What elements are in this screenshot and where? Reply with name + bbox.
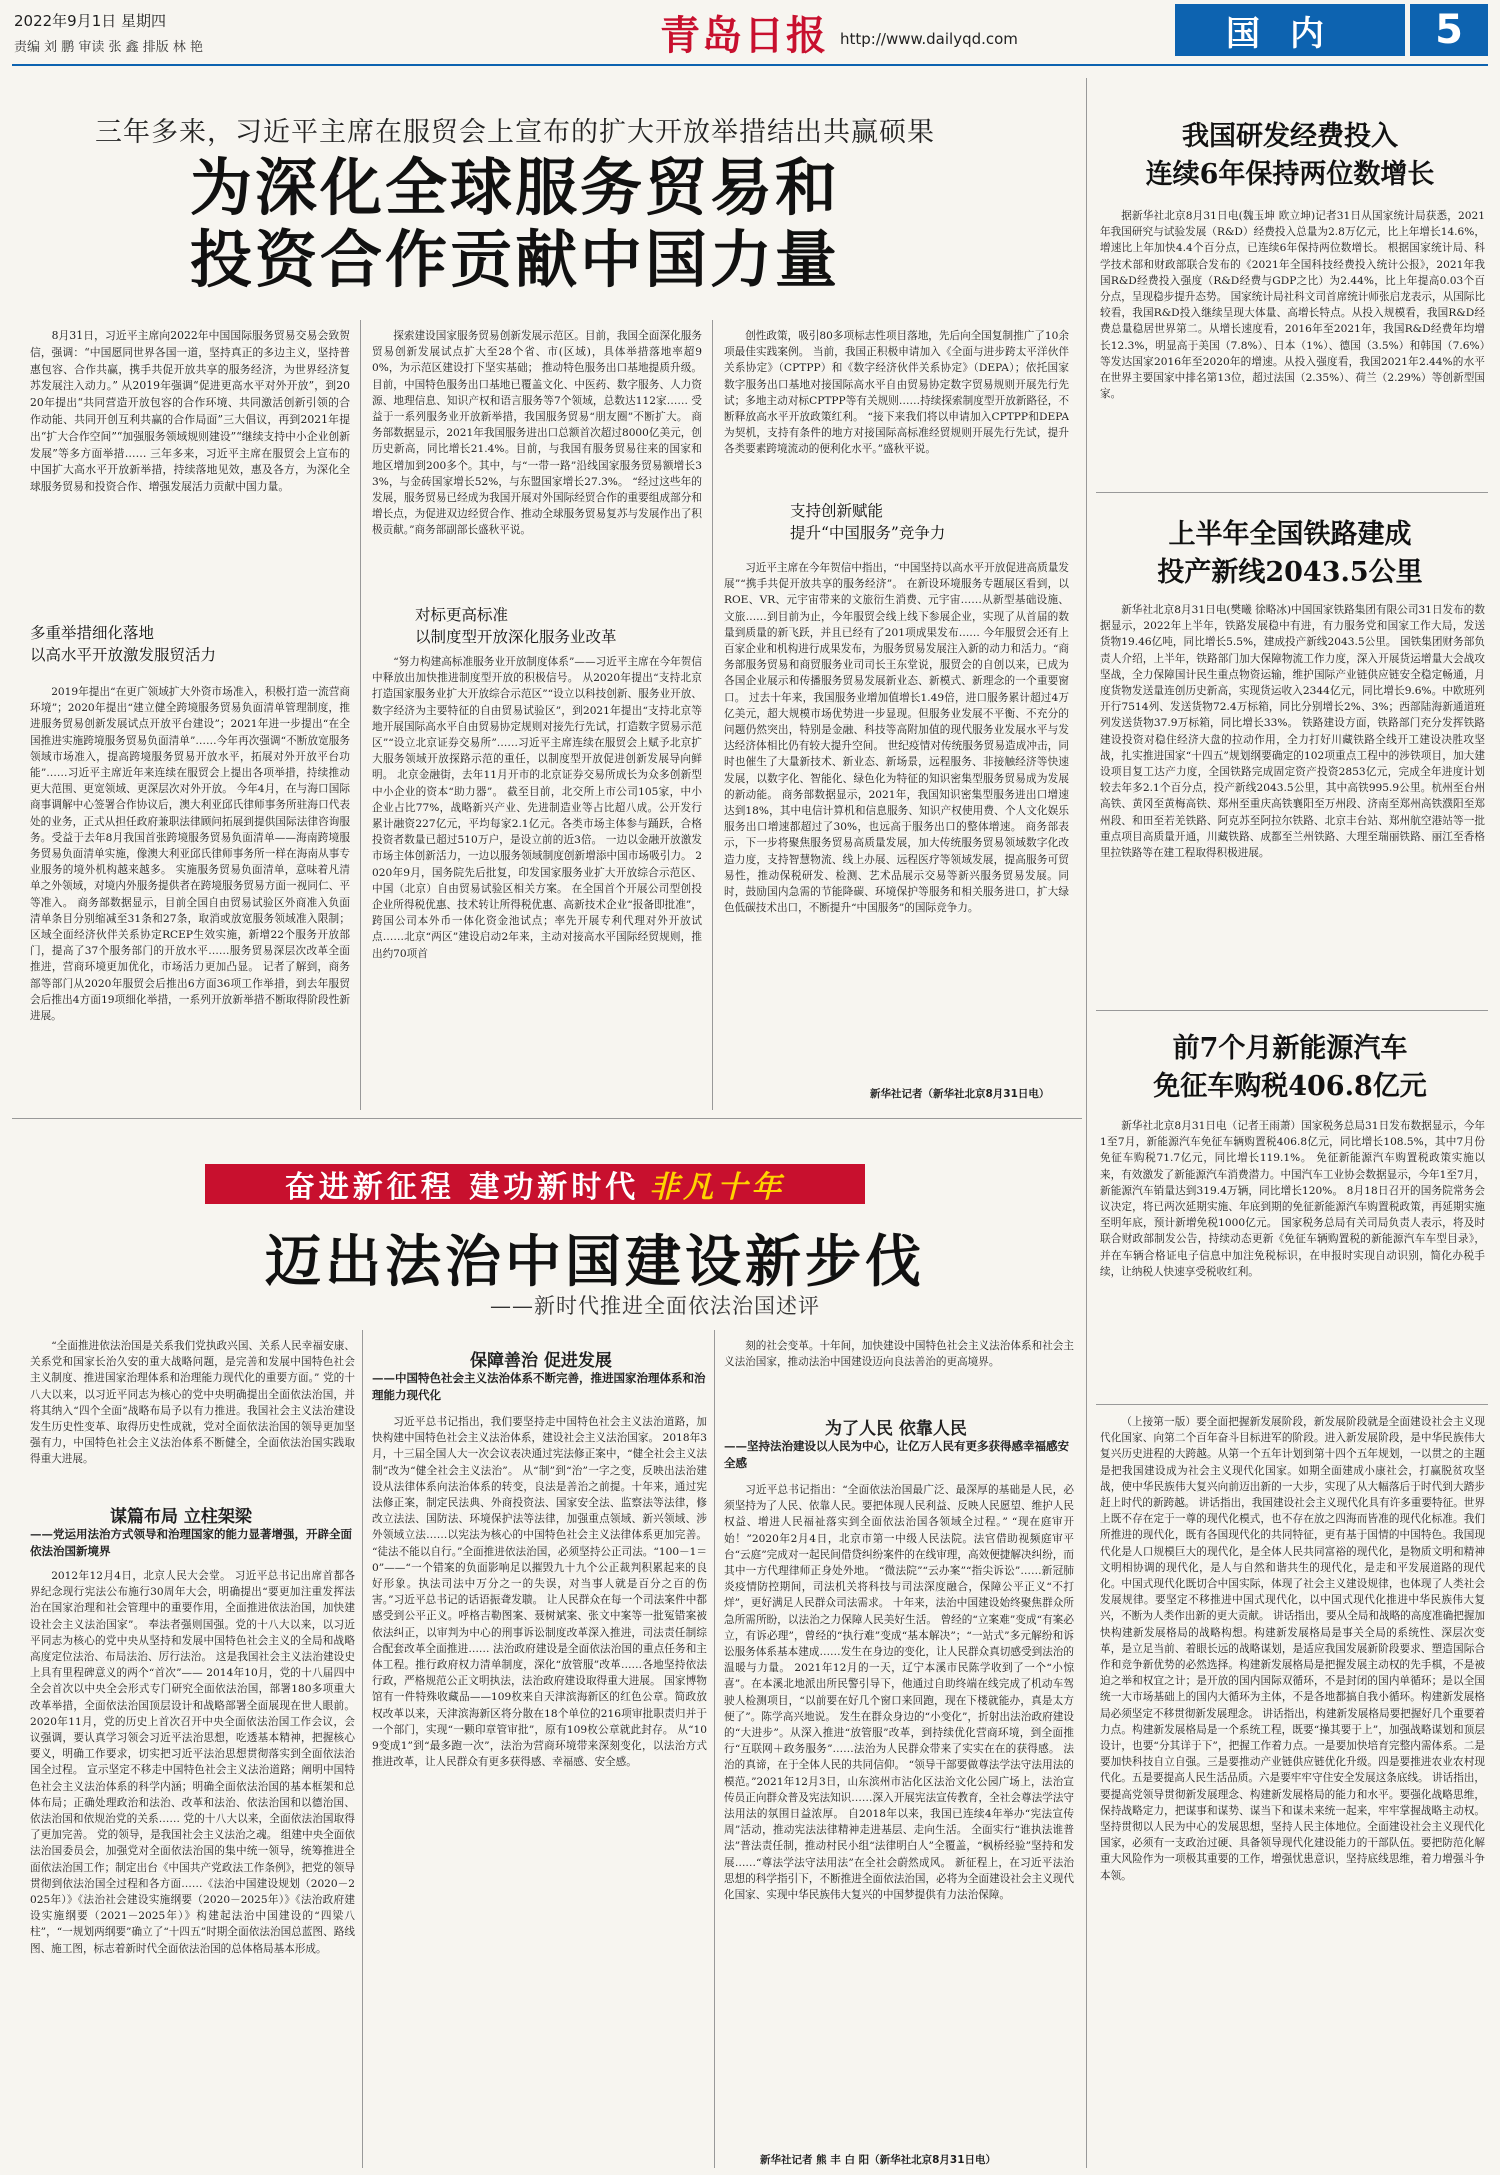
feature-column-3b: 习近平总书记指出：“全面依法治国最广泛、最深厚的基础是人民，必须坚持为了人民、依靠人民。要把体现人民利益、反映人民愿望、维护人民权益、增进人民福祉落实到全面依法治国各领域全过程。” “现在庭审开始！”2020年2月4日，北京市第一中级人民法院。法官借助视频庭审平台“云庭”完成对一起民间借贷纠纷案件的在线审理，高效便捷解决纠纷，而其中一方代理律师正身处外地。 “微法院”“云办案”“指尖诉讼”……新冠肺炎疫情防控期间，司法机关将科技与司法深度融合，保障公平正义“不打烊”，更好满足人民群众司法需求。 十年来，法治中国建设始终聚焦群众所急所需所盼，以法治之力保障人民美好生活。 曾经的“立案难”变成“有案必立，有诉必理”，曾经的“执行难”变成“基本解决”；“一站式”多元解纷和诉讼服务体系基本建成……发生在身边的变化，让人民群众真切感受到法治的温暖与力量。 2021年12月的一天，辽宁本溪市民陈学收到了一个“小惊喜”。在本溪北地派出所民警引导下，他通过自助终端在线完成了机动车驾驶人检测项目，“以前要在好几个窗口来回跑，现在下楼就能办，真是太方便了”。陈学高兴地说。 发生在群众身边的“小变化”，折射出法治政府建设的“大进步”。从深入推进“放管服”改革，到持续优化营商环境，到全面推行“互联网＋政务服务”……法治为人民群众带来了实实在在的获得感。 法治的真谛，在于全体人民的共同信仰。 “领导干部要做尊法学法守法用法的模范。”2021年12月3日，山东滨州市沾化区法治文化公园广场上，法治宣传员正向群众普及宪法知识……深入开展宪法宣传教育，全社会尊法学法守法用法的氛围日益浓厚。 自2018年以来，我国已连续4年举办“宪法宣传周”活动，推动宪法法律精神走进基层、走向生活。 全面实行“谁执法谁普法”普法责任制，推动村民小组“法律明白人”全覆盖，“枫桥经验”坚持和发展……“尊法学法守法用法”在全社会蔚然成风。 新征程上，在习近平法治思想的科学指引下，不断推进全面依法治国，必将为全面建设社会主义现代化国家、实现中华民族伟大复兴的中国梦提供有力法治保障。 — [724, 1484, 1074, 1902]
column-divider — [714, 1330, 715, 2168]
subhead-line: 以制度型开放深化服务业改革 — [415, 628, 617, 646]
right-story-3-body: 新华社北京8月31日电（记者王雨萧）国家税务总局31日发布数据显示，今年1至7月，新能源汽车免征车辆购置税406.8亿元，同比增长108.5%，其中7月份免征车购税71.7亿元，同比增长119.1%。 免征新能源汽车购置税政策实施以来，有效激发了新能源汽车消费潜力。中国汽车工业协会数据显示，今年1至7月，新能源汽车销量达到319.4万辆，同比增长120%。 8月18日召开的国务院常务会议决定，将已两次延期实施、年底到期的免征新能源汽车购置税政策，再延期实施至明年底，预计新增免税1000亿元。 国家税务总局有关司局负责人表示，将及时联合财政部制发公告，持续动态更新《免征车辆购置税的新能源汽车车型目录》，并在车辆合格证电子信息中加注免税标识，在申报时实现自动识别，简化办税手续，让纳税人快速享受税收红利。 — [1100, 1120, 1485, 1278]
title-line: 免征车购税406.8亿元 — [1153, 1071, 1427, 1102]
lead-byline: 新华社记者（新华社北京8月31日电） — [870, 1088, 1050, 1100]
section-divider — [12, 1118, 1082, 1119]
lead-subhead-2 — [415, 604, 695, 648]
lead-subhead-1 — [30, 622, 350, 666]
feature-intro: “全面推进依法治国是关系我们党执政兴国、关系人民幸福安康、关系党和国家长治久安的重大战略问题，是完善和发展中国特色社会主义制度、推进国家治理体系和治理能力现代化的重要方面。” 党的十八大以来，以习近平同志为核心的党中央明确提出全面依法治国，并将其纳入“四个全面”战略布局予以有力推进。我国社会主义法治建设发生历史性变革、取得历史性成就，党对全面依法治国的领导更加坚强有力，中国特色社会主义法治体系不断健全，全面依法治国实践取得重大进展。 — [30, 1340, 355, 1466]
column-divider — [362, 1330, 363, 2168]
banner-text: 奋进新征程 建功新时代 — [284, 1170, 640, 1205]
lead-kicker: 三年多来，习近平主席在服贸会上宣布的扩大开放举措结出共赢硕果 — [95, 117, 935, 148]
banner-tag: 非凡十年 — [649, 1170, 786, 1205]
feature-column-3a: 刻的社会变革。十年间，加快建设中国特色社会主义法治体系和社会主义法治国家，推动法治中国建设迈向良法善治的更高境界。 — [724, 1340, 1074, 1369]
header-rule — [12, 64, 1488, 66]
lead-column-3a: 创性政策，吸引80多项标志性项目落地，先后向全国复制推广了10余项最佳实践案例。 当前，我国正积极申请加入《全面与进步跨太平洋伙伴关系协定》（CPTPP）和《数字经济伙伴关系协定》（DEPA）；依托国家数字服务出口基地对接国际高水平自由贸易协定数字贸易规则开展先行先试；多地主动对标CPTPP等有关规则……持续探索制度型开放新路径，不断释放高水平开放政策红利。 “接下来我们将以申请加入CPTPP和DEPA为契机，支持有条件的地方对接国际高标准经贸规则开展先行先试，提升各类要素跨境流动的便利化水平。”盛秋平说。 — [724, 330, 1069, 456]
subhead-line: 对标更高标准 — [415, 606, 509, 624]
story-divider — [1096, 492, 1488, 493]
title-line: 投产新线2043.5公里 — [1157, 557, 1423, 588]
story-divider — [1096, 1010, 1488, 1011]
title-line: 上半年全国铁路建成 — [1168, 519, 1412, 550]
right-story-1-title — [1100, 118, 1480, 194]
subhead-line: 以高水平开放激发服贸活力 — [30, 646, 217, 664]
series-banner — [205, 1164, 865, 1204]
right-story-1-body: 据新华社北京8月31日电(魏玉坤 欧立坤)记者31日从国家统计局获悉，2021年我国研究与试验发展（R&D）经费投入总量为2.8万亿元，比上年增长14.6%，增速比上年加快4.4个百分点，已连续6年保持两位数增长。 根据国家统计局、科学技术部和财政部联合发布的《2021年全国科技经费投入统计公报》，2021年我国R&D经费投入强度（R&D经费与GDP之比）为2.44%，比上年提高0.03个百分点，呈现稳步提升态势。 国家统计局社科文司首席统计师张启龙表示，从国际比较看，我国R&D投入继续呈现大体量、高增长特点。从投入规模看，我国R&D经费总量稳居世界第二。从增长速度看，2016年至2021年，我国R&D经费年均增长12.3%，明显高于美国（7.8%）、日本（1%）、德国（3.5%）和韩国（7.6%）等发达国家2016年至2020年的增速。从投入强度看，我国2021年2.44%的水平在世界主要国家中排名第13位，超过法国（2.35%）、荷兰（2.29%）等创新型国家。 — [1100, 210, 1485, 401]
lead-headline — [190, 152, 840, 296]
issue-date: 2022年9月1日 星期四 — [14, 12, 167, 30]
lead-headline-line2: 投资合作贡献中国力量 — [190, 223, 841, 296]
feature-section-3-subtitle: ——坚持法治建设以人民为中心，让亿万人民有更多获得感幸福感安全感 — [724, 1439, 1069, 1470]
right-story-2-body: 新华社北京8月31日电(樊曦 徐略冰)中国国家铁路集团有限公司31日发布的数据显示，2022年上半年，铁路发展稳中有进，有力服务党和国家工作大局，发送货物19.46亿吨，同比增长5.5%，建成投产新线2043.5公里。 国铁集团财务部负责人介绍，上半年，铁路部门加大保障物流工作力度，深入开展货运增量大会战攻坚战，全力保障国计民生重点物资运输，维护国际产业链供应链安全稳定畅通，月度货物发送量连创历史新高，实现货运收入2344亿元，同比增长9.6%。中欧班列开行7514列、发送货物72.4万标箱，同比分别增长2%、3%；西部陆海新通道班列发送货物37.9万标箱，同比增长33%。 铁路建设方面，铁路部门充分发挥铁路建设投资对稳住经济大盘的拉动作用，全力打好川藏铁路全线开工建设决胜攻坚战，扎实推进国家“十四五”规划纲要确定的102项重点工程中的涉铁项目，加大建设项目复工达产力度，全国铁路完成固定资产投资2853亿元，完成全年进度计划较去年多2.1个百分点，投产新线2043.5公里，其中高铁995.9公里。杭州至台州高铁、黄冈至黄梅高铁、郑州至重庆高铁襄阳至万州段、济南至郑州高铁濮阳至郑州段、和田至若羌铁路、阿克苏至阿拉尔铁路、北京丰台站、郑州航空港站等一批重点项目高质量开通，川藏铁路、成都至兰州铁路、大理至瑞丽铁路、丽江至香格里拉铁路等在建工程取得积极进展。 — [1100, 604, 1485, 860]
right-story-2-title — [1100, 516, 1480, 592]
feature-byline: 新华社记者 熊 丰 白 阳（新华社北京8月31日电） — [760, 2154, 997, 2166]
lead-subhead-3 — [790, 500, 1050, 544]
feature-section-3-title: 为了人民 依靠人民 — [825, 1419, 967, 1439]
title-line: 我国研发经费投入 — [1182, 121, 1398, 152]
subhead-line: 多重举措细化落地 — [30, 624, 155, 642]
story-divider — [1096, 1404, 1488, 1405]
subhead-line: 提升“中国服务”竞争力 — [790, 524, 946, 542]
lead-column-1: 2019年提出“在更广领域扩大外资市场准入，积极打造一流营商环境”；2020年提出“建立健全跨境服务贸易负面清单管理制度，推进服务贸易创新发展试点开放平台建设”；2021年进一步提出“在全国推进实施跨境服务贸易负面清单”……今年再次强调“不断放宽服务领域市场准入，提高跨境服务贸易开放水平，拓展对外开放平台功能”……习近平主席近年来连续在服贸会上提出各项举措，持续推动更大范围、更宽领域、更深层次对外开放。 今年4月，在与海口国际商事调解中心签署合作协议后，澳大利亚邱氏律师事务所驻海口代表处的业务，正式从担任政府兼职法律顾问拓展到提供国际法律咨询服务。受益于去年8月我国首张跨境服务贸易负面清单——海南跨境服务贸易负面清单实施，像澳大利亚邱氏律师事务所一样在海南从事专业服务的境外机构越来越多。 实施服务贸易负面清单，意味着凡清单之外领域，对境内外服务提供者在跨境服务贸易方面一视同仁、平等准入。 商务部数据显示，目前全国自由贸易试验区外商准入负面清单条目分别缩减至31条和27条，取消或放宽服务领域准入限制；区域全面经济伙伴关系协定RCEP生效实施，新增22个服务开放部门，提高了37个服务部门的开放水平……服务贸易深层次改革全面推进，营商环境更加优化，市场活力更加凸显。 记者了解到，商务部等部门从2020年服贸会后推出6方面36项工作举措，到去年服贸会后推出4方面19项细化举措，一系列开放新举措不断取得阶段性新进展。 — [30, 686, 350, 1023]
feature-section-2-subtitle: ——中国特色社会主义法治体系不断完善，推进国家治理体系和治理能力现代化 — [372, 1371, 706, 1402]
lead-column-2b: “努力构建高标准服务业开放制度体系”——习近平主席在今年贺信中释放出加快推进制度型开放的积极信号。 从2020年提出“支持北京打造国家服务业扩大开放综合示范区”“设立以科技创新、服务业开放、数字经济为主要特征的自由贸易试验区”，到2021年提出“支持北京等地开展国际高水平自由贸易协定规则对接先行先试，打造数字贸易示范区”“设立北京证券交易所”……习近平主席连续在服贸会上赋予北京扩大服务领域开放探路示范的重任，以制度型开放促进创新发展导向鲜明。 北京金融街，去年11月开市的北京证券交易所成长为众多创新型中小企业的资本“助力器”。 截至目前，北交所上市公司105家，中小企业占比77%，战略新兴产业、先进制造业等占比超八成。公开发行累计融资227亿元，平均每家2.1亿元。各类市场主体参与踊跃，合格投资者数量已超过510万户，是设立前的近3倍。 一边以金融开放激发市场主体创新活力，一边以服务领域制度创新增添中国市场吸引力。 2020年9月，国务院先后批复，印发国家服务业扩大开放综合示范区、中国（北京）自由贸易试验区相关方案。 在全国首个开展公司型创投企业所得税优惠、技术转让所得税优惠、高新技术企业“报备即批准”，跨国公司本外币一体化资金池试点；率先开展专利代理对外开放试点……北京“两区”建设启动2年来，主动对接高水平国际经贸规则，推出约70项首 — [372, 656, 702, 960]
newspaper-masthead: 青岛日报 — [660, 12, 828, 59]
feature-subtitle: ——新时代推进全面依法治国述评 — [490, 1294, 820, 1318]
right-story-4-body: （上接第一版）要全面把握新发展阶段，新发展阶段就是全面建设社会主义现代化国家、向第二个百年奋斗目标进军的阶段。进入新发展阶段，是中华民族伟大复兴历史进程的大跨越。从第一个五年计划到第十四个五年规划，一以贯之的主题是把我国建设成为社会主义现代化国家。如期全面建成小康社会，打赢脱贫攻坚战，使中华民族伟大复兴向前迈出新的一大步，实现了从大幅落后于时代到大踏步赶上时代的新跨越。 讲话指出，我国建设社会主义现代化具有许多重要特征。世界上既不存在定于一尊的现代化模式，也不存在放之四海而皆准的现代化标准。我们所推进的现代化，既有各国现代化的共同特征，更有基于国情的中国特色。我国现代化是人口规模巨大的现代化，是全体人民共同富裕的现代化，是物质文明和精神文明相协调的现代化，是人与自然和谐共生的现代化，是走和平发展道路的现代化。中国式现代化既切合中国实际，体现了社会主义建设规律，也体现了人类社会发展规律。要坚定不移推进中国式现代化，以中国式现代化推进中华民族伟大复兴，不断为人类作出新的更大贡献。 讲话指出，要从全局和战略的高度准确把握加快构建新发展格局的战略构想。构建新发展格局是事关全局的系统性、深层次变革，是立足当前、着眼长远的战略谋划，是适应我国发展新阶段要求、塑造国际合作和竞争新优势的必然选择。构建新发展格局是把握发展主动权的先手棋，不是被迫之举和权宜之计；是开放的国内国际双循环，不是封闭的国内单循环；是以全国统一大市场基础上的国内大循环为主体，不是各地都搞自我小循环。构建新发展格局必须坚定不移贯彻新发展理念。 讲话指出，构建新发展格局要把握好几个重要着力点。构建新发展格局是一个系统工程，既要“操其要于上”，加强战略谋划和顶层设计，也要“分其详于下”，把握工作着力点。一是要加快培育完整内需体系。二是要加快科技自立自强。三是要推动产业链供应链优化升级。四是要推进农业农村现代化。五是要提高人民生活品质。六是要牢牢守住安全发展这条底线。 讲话指出，要提高党领导贯彻新发展理念、构建新发展格局的能力和水平。要强化战略思维，保持战略定力，把谋事和谋势、谋当下和谋未来统一起来，牢牢掌握战略主动权。坚持贯彻以人民为中心的发展思想，坚持人民主体地位。全面建设社会主义现代化国家，必须有一支政治过硬、具备领导现代化建设能力的干部队伍。要把防范化解重大风险作为一项极其重要的工作，增强忧患意识，坚持底线思维，着力增强斗争本领。 — [1100, 1416, 1485, 1882]
feature-column-1: 2012年12月4日，北京人民大会堂。 习近平总书记出席首都各界纪念现行宪法公布施行30周年大会，明确提出“要更加注重发挥法治在国家治理和社会管理中的重要作用，全面推进依法治国，加快建设社会主义法治国家”。 奉法者强则国强。党的十八大以来，以习近平同志为核心的党中央从坚持和发展中国特色社会主义的全局和战略高度定位法治、布局法治、厉行法治。 这是我国社会主义法治建设史上具有里程碑意义的两个“首次”—— 2014年10月，党的十八届四中全会首次以中央全会形式专门研究全面依法治国，部署180多项重大改革举措，全面依法治国顶层设计和战略部署全面展现在世人眼前。 2020年11月，党的历史上首次召开中央全面依法治国工作会议，会议强调，要认真学习领会习近平法治思想，吃透基本精神，把握核心要义，明确工作要求，切实把习近平法治思想贯彻落实到全面依法治国全过程。 宣示坚定不移走中国特色社会主义法治道路；阐明中国特色社会主义法治体系的科学内涵；明确全面依法治国的基本框架和总体布局；正确处理政治和法治、改革和法治、依法治国和以德治国、依法治国和依规治党的关系…… 党的十八大以来，全面依法治国取得了更加完善。 党的领导，是我国社会主义法治之魂。 组建中央全面依法治国委员会，加强党对全面依法治国的集中统一领导，统筹推进全面依法治国工作；制定出台《中国共产党政法工作条例》，把党的领导贯彻到依法治国全过程和各方面……《法治中国建设规划（2020－2025年）》《法治社会建设实施纲要（2020－2025年）》《法治政府建设实施纲要（2021－2025年）》构建起法治中国建设的“四梁八柱”，“一规划两纲要”确立了“十四五”时期全面依法治国总蓝图、路线图、施工图，标志着新时代全面依法治国的总体格局基本形成。 — [30, 1570, 355, 1955]
lead-intro: 8月31日，习近平主席向2022年中国国际服务贸易交易会致贺信，强调：“中国愿同世界各国一道，坚持真正的多边主义，坚持普惠包容、合作共赢，携手共促开放共享的服务经济，为世界经济复苏发展注入动力。” 从2019年强调“促进更高水平对外开放”，到2020年提出“共同营造开放包容的合作环境、共同激活创新引领的合作动能、共同开创互利共赢的合作局面”三大倡议，再到2021年提出“扩大合作空间”“加强服务领域规则建设”“继续支持中小企业创新发展”等多方面举措…… 三年多来，习近平主席在服贸会上宣布的中国扩大高水平开放新举措，持续落地见效，惠及各方，为深化全球服务贸易和投资合作、增强发展活力贡献中国力量。 — [30, 329, 350, 494]
feature-section-1-subtitle: ——党运用法治方式领导和治理国家的能力显著增强，开辟全面依法治国新境界 — [30, 1527, 352, 1558]
column-divider — [360, 320, 361, 1110]
feature-section-2-title: 保障善治 促进发展 — [470, 1351, 612, 1371]
website-url: http://www.dailyqd.com — [840, 30, 1018, 48]
right-story-3-title — [1100, 1030, 1480, 1106]
lead-headline-line1: 为深化全球服务贸易和 — [190, 151, 841, 224]
column-divider — [712, 320, 713, 1110]
lead-column-2a: 探索建设国家服务贸易创新发展示范区。目前，我国全面深化服务贸易创新发展试点扩大至28个省、市(区域)，具体举措落地率超90%，为示范区建设打下坚实基础； 推动特色服务出口基地提质升级。目前，中国特色服务出口基地已覆盖文化、中医药、数字服务、人力资源、地理信息、知识产权和语言服务等7个领域，总数达112家…… 受益于一系列服务业开放新举措，我国服务贸易“朋友圈”不断扩大。 商务部数据显示，2021年我国服务进出口总额首次超过8000亿美元，创历史新高，同比增长21.4%。目前，与我国有服务贸易往来的国家和地区增加到200多个。其中，与“一带一路”沿线国家服务贸易额增长33%，与金砖国家增长52%，与东盟国家增长27.3%。 “经过这些年的发展，服务贸易已经成为我国开展对外国际经贸合作的重要组成部分和增长点，为促进双边经贸合作、推动全球服务贸易复苏与发展作出了积极贡献。”商务部副部长盛秋平说。 — [372, 330, 702, 537]
lead-column-3b: 习近平主席在今年贺信中指出，“中国坚持以高水平开放促进高质量发展”“携手共促开放共享的服务经济”。 在新设环境服务专题展区看到，以ROE、VR、元宇宙带来的文旅衍生消费、元宇宙……从新型基础设施、文旅……到目前为止，今年服贸会线上线下参展企业，实现了从首届的数量到质量的新飞跃，并且已经有了201项成果发布…… 今年服贸会还有上百家企业和机构进行成果发布，为服务贸易发展注入新的动力和活力。“商务部服务贸易和商贸服务业司司长王东堂说，服贸会的自创以来，已成为各国企业展示和传播服务贸易发展新业态、新模式、新理念的一个重要窗口。 过去十年来，我国服务业增加值增长1.49倍，进口服务累计超过4万亿美元，超大规模市场优势进一步显现。但服务业发展不平衡、不充分的问题仍然突出，特别是金融、科技等高附加值的现代服务业发展水平与发达经济体相比仍有较大提升空间。 世纪疫情对传统服务贸易造成冲击，同时也催生了大量新技术、新业态、新场景，远程服务、非接触经济等快速发展，以数字化、智能化、绿色化为特征的知识密集型服务贸易成为发展的新动能。 商务部数据显示，2021年，我国知识密集型服务进出口增速达到18%，其中电信计算机和信息服务、知识产权使用费、个人文化娱乐服务出口增速都超过了30%，也远高于服务出口的整体增速。 商务部表示，下一步将聚焦服务贸易高质量发展，加大传统服务贸易领域数字化改造力度，支持智慧物流、线上办展、远程医疗等领域发展，提高服务可贸易性，推动保税研发、检测、艺术品展示交易等新兴服务贸易发展。同时，鼓励国内急需的节能降碳、环境保护等服务和相关服务进口，扩大绿色低碳技术出口，不断提升“中国服务”的国际竞争力。 — [724, 562, 1069, 915]
section-label: 国内 — [1175, 4, 1405, 56]
feature-headline: 迈出法治中国建设新步伐 — [265, 1229, 925, 1295]
page-number: 5 — [1410, 4, 1488, 56]
subhead-line: 支持创新赋能 — [790, 502, 884, 520]
right-column-divider — [1086, 78, 1087, 2168]
editor-credits: 责编 刘 鹏 审读 张 鑫 排版 林 艳 — [14, 40, 204, 55]
feature-column-2: 习近平总书记指出，我们要坚持走中国特色社会主义法治道路，加快构建中国特色社会主义法治体系，建设社会主义法治国家。 2018年3月，十三届全国人大一次会议表决通过宪法修正案中，“健全社会主义法制”改为“健全社会主义法治”。 从“制”到“治”一字之变，反映出法治建设从法律体系向法治体系的转变，良法是善治之前提。十年来，通过宪法修正案，制定民法典、外商投资法、国家安全法、监察法等法律，修改立法法、国防法、环境保护法等法律，加强重点领域、新兴领域、涉外领域立法……以宪法为核心的中国特色社会主义法律体系更加完善。 “徒法不能以自行。”全面推进依法治国，必须坚持公正司法。“100－1＝0”——“一个错案的负面影响足以摧毁九十九个公正裁判积累起来的良好形象。执法司法中万分之一的失误，对当事人就是百分之百的伤害。”习近平总书记的话语振聋发聩。 让人民群众在每一个司法案件中都感受到公平正义。呼格吉勒图案、聂树斌案、张文中案等一批冤错案被依法纠正，以审判为中心的刑事诉讼制度改革深入推进，司法责任制综合配套改革全面推进…… 法治政府建设是全面依法治国的重点任务和主体工程。推行政府权力清单制度，深化“放管服”改革……各地坚持依法行政，严格规范公正文明执法，法治政府建设取得重大进展。 国家博物馆有一件特殊收藏品——109枚来自天津滨海新区的红色公章。简政放权改革以来，天津滨海新区将分散在18个单位的216项审批职责归并于一个部门，实现“一颗印章管审批”，原有109枚公章就此封存。 从“109变成1”到“最多跑一次”，法治为营商环境带来深刻变化，以法治方式推进改革，让人民群众有更多获得感、幸福感、安全感。 — [372, 1416, 707, 1769]
title-line: 连续6年保持两位数增长 — [1145, 159, 1435, 190]
feature-section-1-title: 谋篇布局 立柱架梁 — [110, 1507, 252, 1527]
title-line: 前7个月新能源汽车 — [1172, 1033, 1408, 1064]
